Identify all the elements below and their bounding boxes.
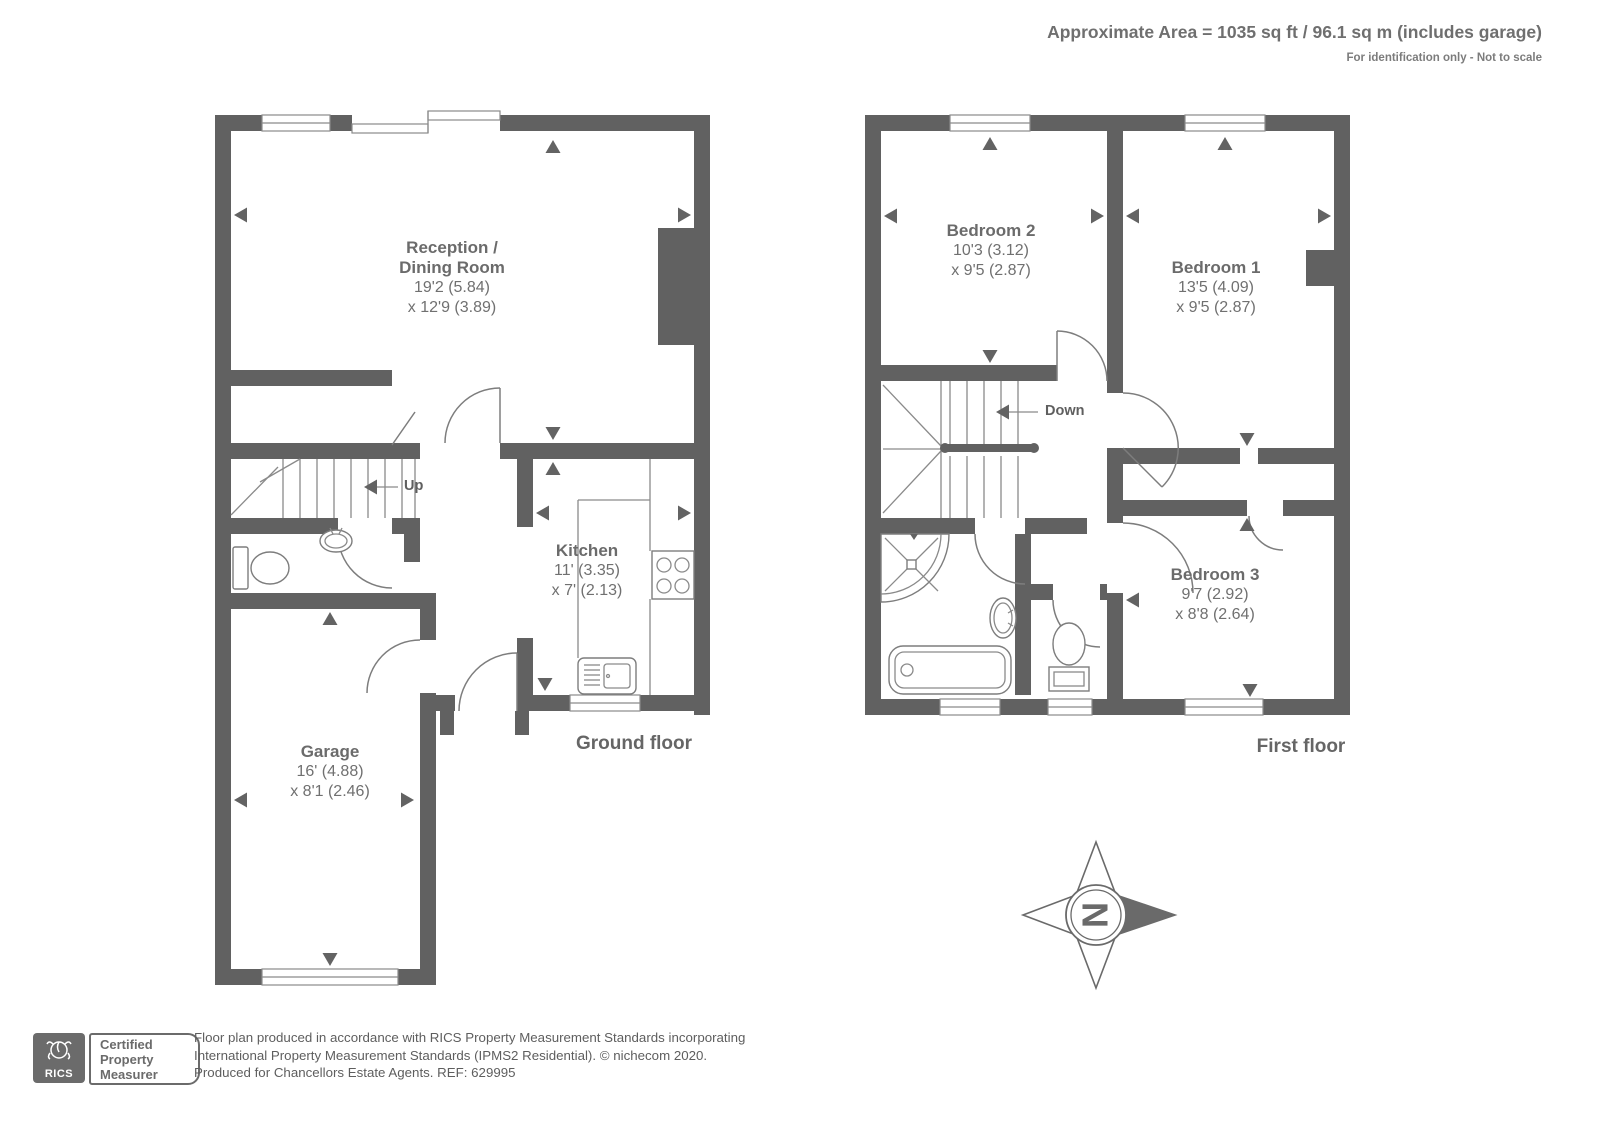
bedroom2-door [1057,331,1107,381]
approximate-area-text: Approximate Area = 1035 sq ft / 96.1 sq m (includes garage) [1047,22,1542,42]
compass-rose [1023,842,1175,988]
first-floor-plan [865,115,1350,715]
kitchen-window [570,695,640,711]
identification-note: For identification only - Not to scale [1346,52,1542,64]
room-dimension: x 9'5 (2.87) [951,262,1031,279]
bedroom1-door [1123,393,1178,487]
certified-property-measurer-badge [89,1033,200,1085]
room-dimension: 19'2 (5.84) [413,279,490,296]
bedroom1-window [1185,115,1265,131]
room-dimension: x 9'5 (2.87) [1176,299,1256,316]
disclaimer-line: Produced for Chancellors Estate Agents. REF: 629995 [194,1065,516,1080]
winder-line [883,451,941,513]
room-name: Garage [300,742,360,761]
reception-window [262,115,330,131]
first-floor-caption: First floor [1256,736,1346,757]
garage-door [367,640,420,693]
front-door [459,653,517,711]
rics-logo [33,1033,85,1083]
staircase-down [883,381,1039,518]
cupboard-door [1249,516,1283,550]
porch-wall [440,711,454,735]
reception-door [445,388,500,443]
bedroom3-window [1185,699,1263,715]
hob-icon [652,551,694,599]
bedroom2-label [947,221,1036,281]
up-arrow [364,480,398,495]
ground-floor-caption: Ground floor [575,733,693,754]
chimney-breast [1306,250,1334,286]
badge-line: Property [100,1052,154,1067]
room-dimension: x 7' (2.13) [551,582,623,599]
ground-floor-fixtures [233,459,694,695]
badge-line: Measurer [100,1067,158,1082]
bathroom-window [940,699,1000,715]
room-name: Bedroom 2 [946,221,1036,240]
bedroom3-label [1171,565,1260,625]
room-dimension: 16' (4.88) [296,763,364,780]
reception-label [399,238,505,318]
first-floor-walls [865,115,1350,715]
rics-lion-icon [33,1033,85,1065]
bedroom1-label [1172,258,1261,318]
room-name: Dining Room [399,258,505,277]
up-label: Up [404,478,424,494]
room-name: Bedroom 3 [1170,565,1260,584]
first-floor-windows [940,115,1265,715]
down-label: Down [1045,403,1085,419]
winder-line [883,385,941,446]
footer-disclaimer [194,1029,745,1082]
room-dimension: x 8'8 (2.64) [1175,606,1255,623]
room-name: Kitchen [555,541,619,560]
first-floor-fixtures [881,534,1089,694]
sink-icon [578,658,636,694]
bedroom2-window [950,115,1030,131]
porch-wall [515,711,529,735]
badge-line: Certified [100,1037,153,1052]
toilet-icon [1049,623,1089,691]
stair-rail [945,444,1034,452]
disclaimer-line: Floor plan produced in accordance with RICS Property Measurement Standards incorporating [194,1030,746,1045]
disclaimer-line: International Property Measurement Standards (IPMS2 Residential). © nichecom 2020. [194,1047,708,1063]
compass-north-letter: N [1074,902,1116,928]
shower-icon [881,534,949,602]
kitchen-label [552,541,623,601]
ground-floor-doors [338,388,517,711]
room-dimension: 9'7 (2.92) [1181,586,1249,603]
porch-door-leaf [392,412,415,445]
basin-icon [990,598,1016,638]
stair-break-line [260,459,300,482]
chimney-breast [658,228,694,345]
room-name: Bedroom 1 [1171,258,1261,277]
toilet-icon [233,547,289,589]
room-dimension: 10'3 (3.12) [952,242,1029,259]
room-name: Reception / [406,238,498,257]
bath-icon [889,646,1011,694]
down-arrow [996,405,1038,420]
garage-door-window [262,969,398,985]
staircase-up [231,459,415,518]
room-dimension: x 12'9 (3.89) [407,299,497,316]
room-dimension: x 8'1 (2.46) [290,783,370,800]
wc-window [1048,699,1092,715]
stair-break-line [231,467,278,515]
room-dimension: 11' (3.35) [554,562,620,579]
rics-wordmark: RICS [44,1068,74,1080]
garage-label [290,742,370,802]
room-dimension: 13'5 (4.09) [1177,279,1254,296]
bay-window [352,111,500,133]
